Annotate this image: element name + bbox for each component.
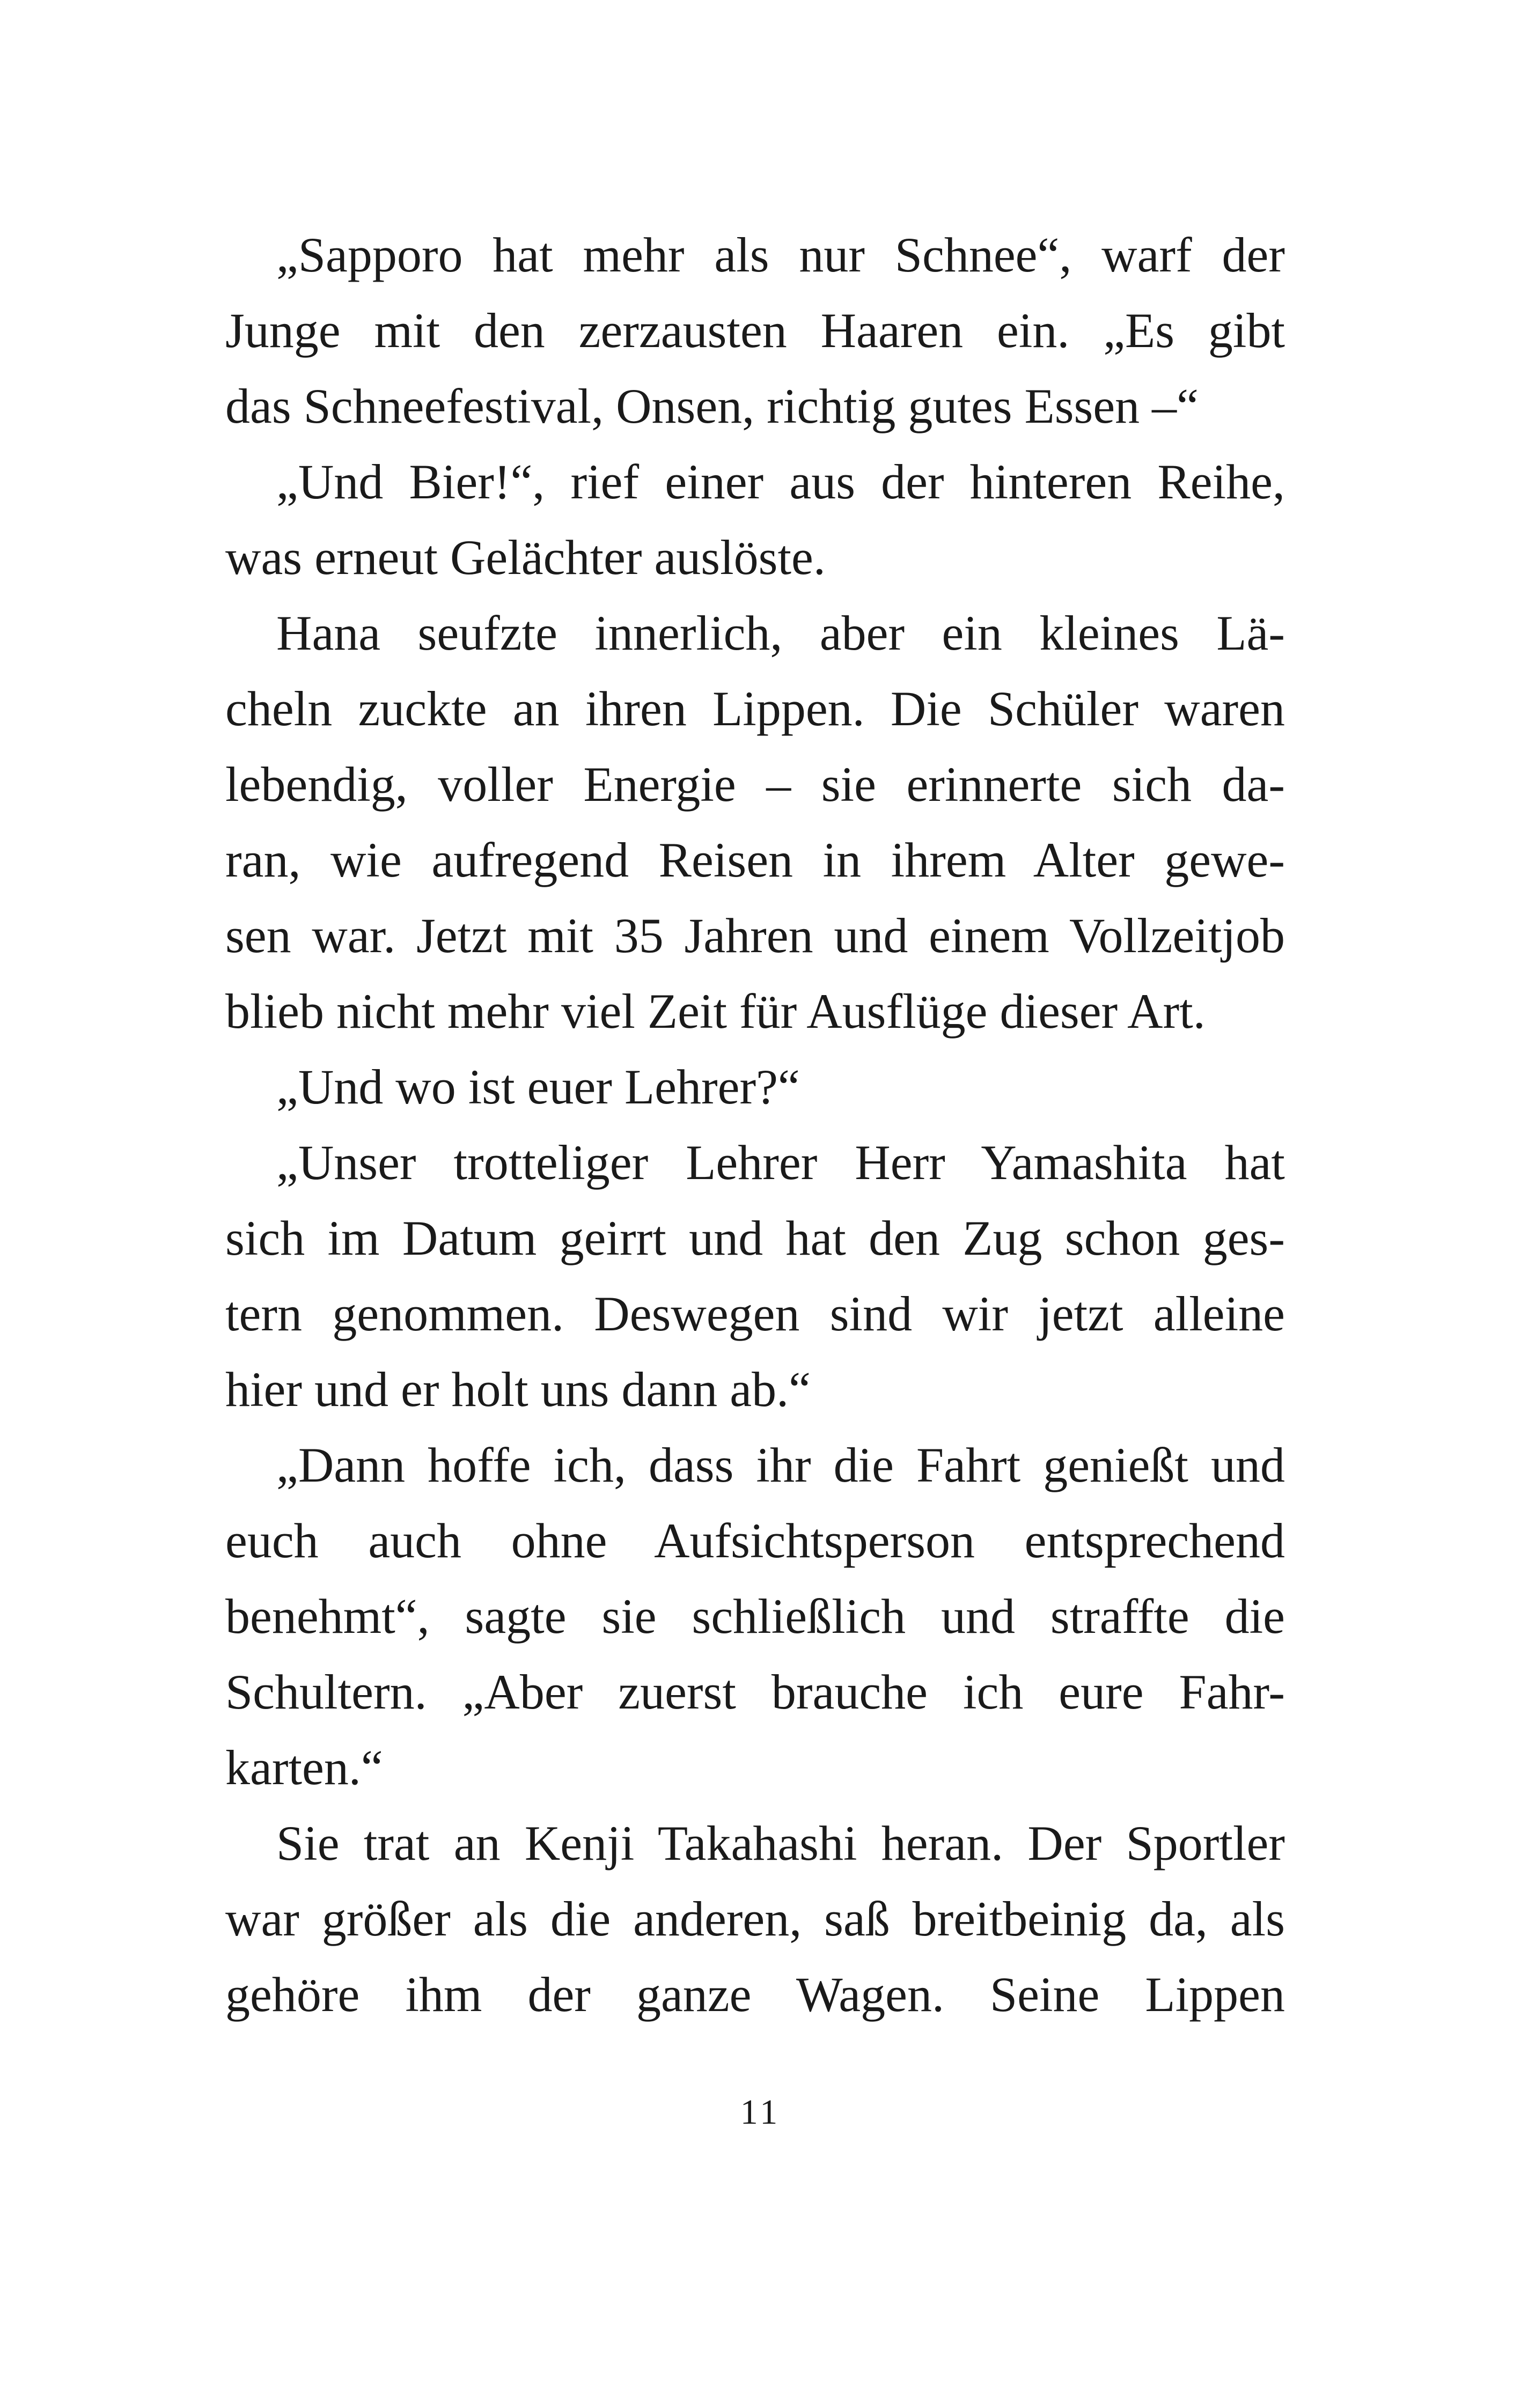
text-line: gehöre ihm der ganze Wagen. Seine Lippen — [225, 1967, 1285, 2022]
text-line: euch auch ohne Aufsichtsperson entsprechend — [225, 1513, 1285, 1568]
text-line: „Und Bier!“, rief einer aus der hinteren Reihe, — [276, 454, 1285, 509]
text-line: Junge mit den zerzausten Haaren ein. „Es gibt — [225, 303, 1285, 358]
text-line: sen war. Jetzt mit 35 Jahren und einem Vollzeitjob — [225, 908, 1285, 963]
text-line: sich im Datum geirrt und hat den Zug schon ges- — [225, 1211, 1285, 1265]
text-line: blieb nicht mehr viel Zeit für Ausflüge dieser Art. — [225, 984, 1206, 1039]
page-number: 11 — [740, 2093, 781, 2132]
text-line: Sie trat an Kenji Takahashi heran. Der Sportler — [276, 1816, 1285, 1871]
text-line: das Schneefestival, Onsen, richtig gutes Essen –“ — [225, 379, 1199, 433]
text-line: ran, wie aufregend Reisen in ihrem Alter gewe- — [225, 833, 1285, 887]
text-line: war größer als die anderen, saß breitbeinig da, als — [225, 1891, 1285, 1946]
text-line: tern genommen. Deswegen sind wir jetzt alleine — [225, 1286, 1285, 1341]
text-line: „Sapporo hat mehr als nur Schnee“, warf der — [276, 227, 1285, 282]
text-line: cheln zuckte an ihren Lippen. Die Schüler waren — [225, 681, 1285, 736]
text-line: Hana seufzte innerlich, aber ein kleines Lä- — [276, 606, 1285, 660]
text-line: was erneut Gelächter auslöste. — [225, 530, 826, 585]
text-line: „Dann hoffe ich, dass ihr die Fahrt genießt und — [276, 1438, 1285, 1492]
text-line: „Unser trotteliger Lehrer Herr Yamashita hat — [276, 1135, 1285, 1190]
text-line: karten.“ — [225, 1740, 383, 1795]
body-text — [225, 217, 1285, 2033]
text-line: hier und er holt uns dann ab.“ — [225, 1362, 811, 1417]
text-line: „Und wo ist euer Lehrer?“ — [276, 1059, 800, 1114]
text-line: benehmt“, sagte sie schließlich und straffte die — [225, 1589, 1285, 1644]
text-line: Schultern. „Aber zuerst brauche ich eure Fahr- — [225, 1665, 1285, 1719]
text-line: lebendig, voller Energie – sie erinnerte sich da- — [225, 757, 1285, 812]
